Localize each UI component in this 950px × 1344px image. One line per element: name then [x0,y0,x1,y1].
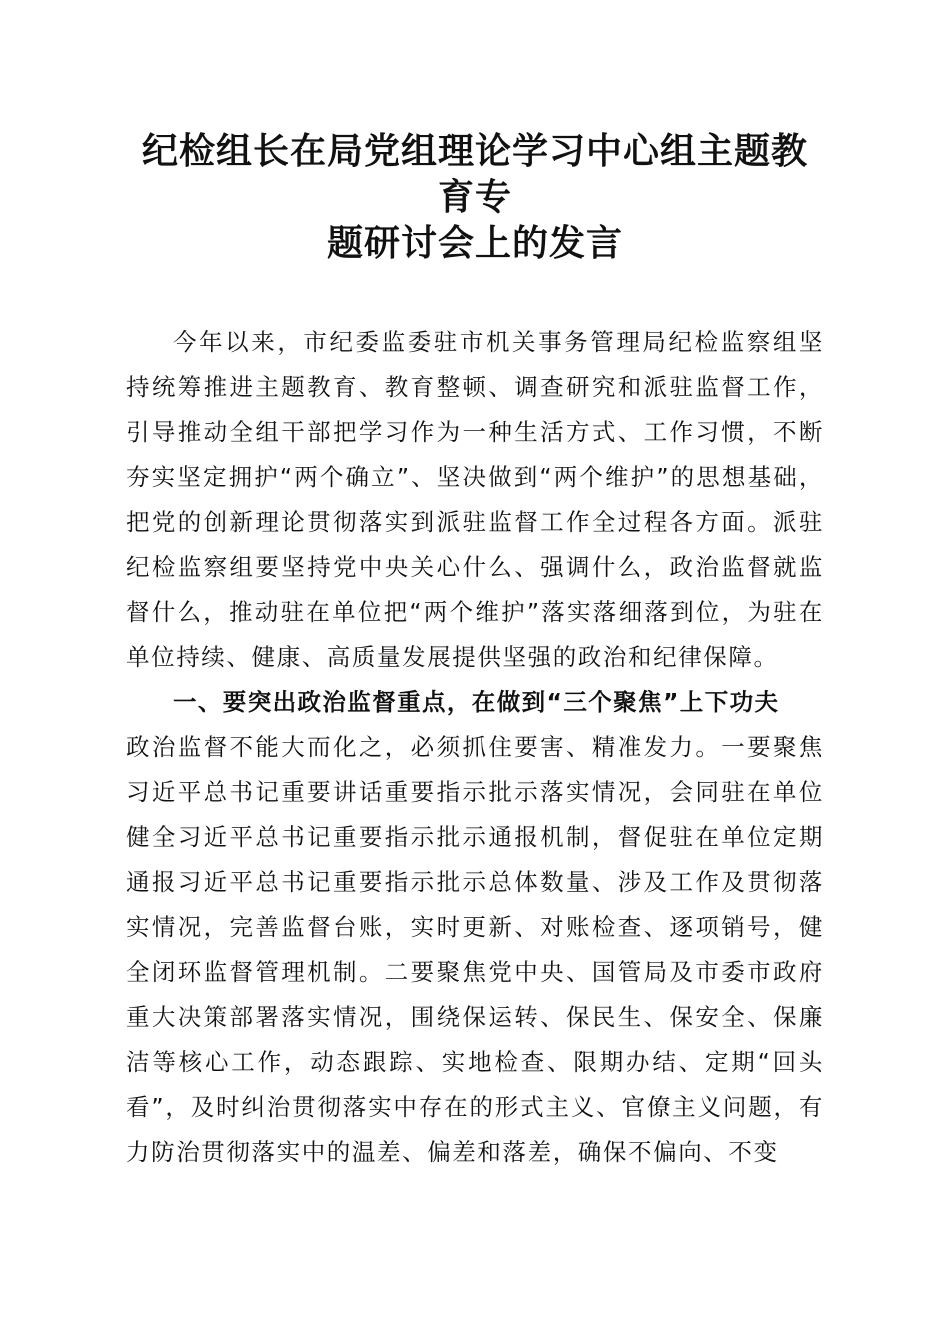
section-heading-1: 一、要突出政治监督重点，在做到“三个聚焦”上下功夫 [173,688,780,716]
paragraph-section-1: 政治监督不能大而化之，必须抓住要害、精准发力。一要聚焦习近平总书记重要讲话重要指示批示落实情况，会同驻在单位健全习近平总书记重要指示批示通报机制，督促驻在单位定期通报习近平总书记重要指示批示总体数量、涉及工作及贯彻落实情况，完善监督台账，实时更新、对账检查、逐项销号，健全闭环监督管理机制。二要聚焦党中央、国管局及市委市政府重大决策部署落实情况，围绕保运转、保民生、保安全、保廉洁等核心工作，动态跟踪、实地检查、限期办结、定期“回头看”，及时纠治贯彻落实中存在的形式主义、官僚主义问题，有力防治贯彻落实中的温差、偏差和落差，确保不偏向、不变 [126,733,824,1166]
title-line-1: 纪检组长在局党组理论学习中心组主题教育专 [141,130,808,218]
document-body [126,320,824,1175]
paragraph-intro: 今年以来，市纪委监委驻市机关事务管理局纪检监察组坚持统筹推进主题教育、教育整顿、调查研究和派驻监督工作，引导推动全组干部把学习作为一种生活方式、工作习惯，不断夯实坚定拥护“两个确立”、坚决做到“两个维护”的思想基础，把党的创新理论贯彻落实到派驻监督工作全过程各方面。派驻纪检监察组要坚持党中央关心什么、强调什么，政治监督就监督什么，推动驻在单位把“两个维护”落实落细落到位，为驻在单位持续、健康、高质量发展提供坚强的政治和纪律保障。 [126,328,824,671]
document-title [126,128,824,266]
title-line-2: 题研讨会上的发言 [326,222,623,264]
